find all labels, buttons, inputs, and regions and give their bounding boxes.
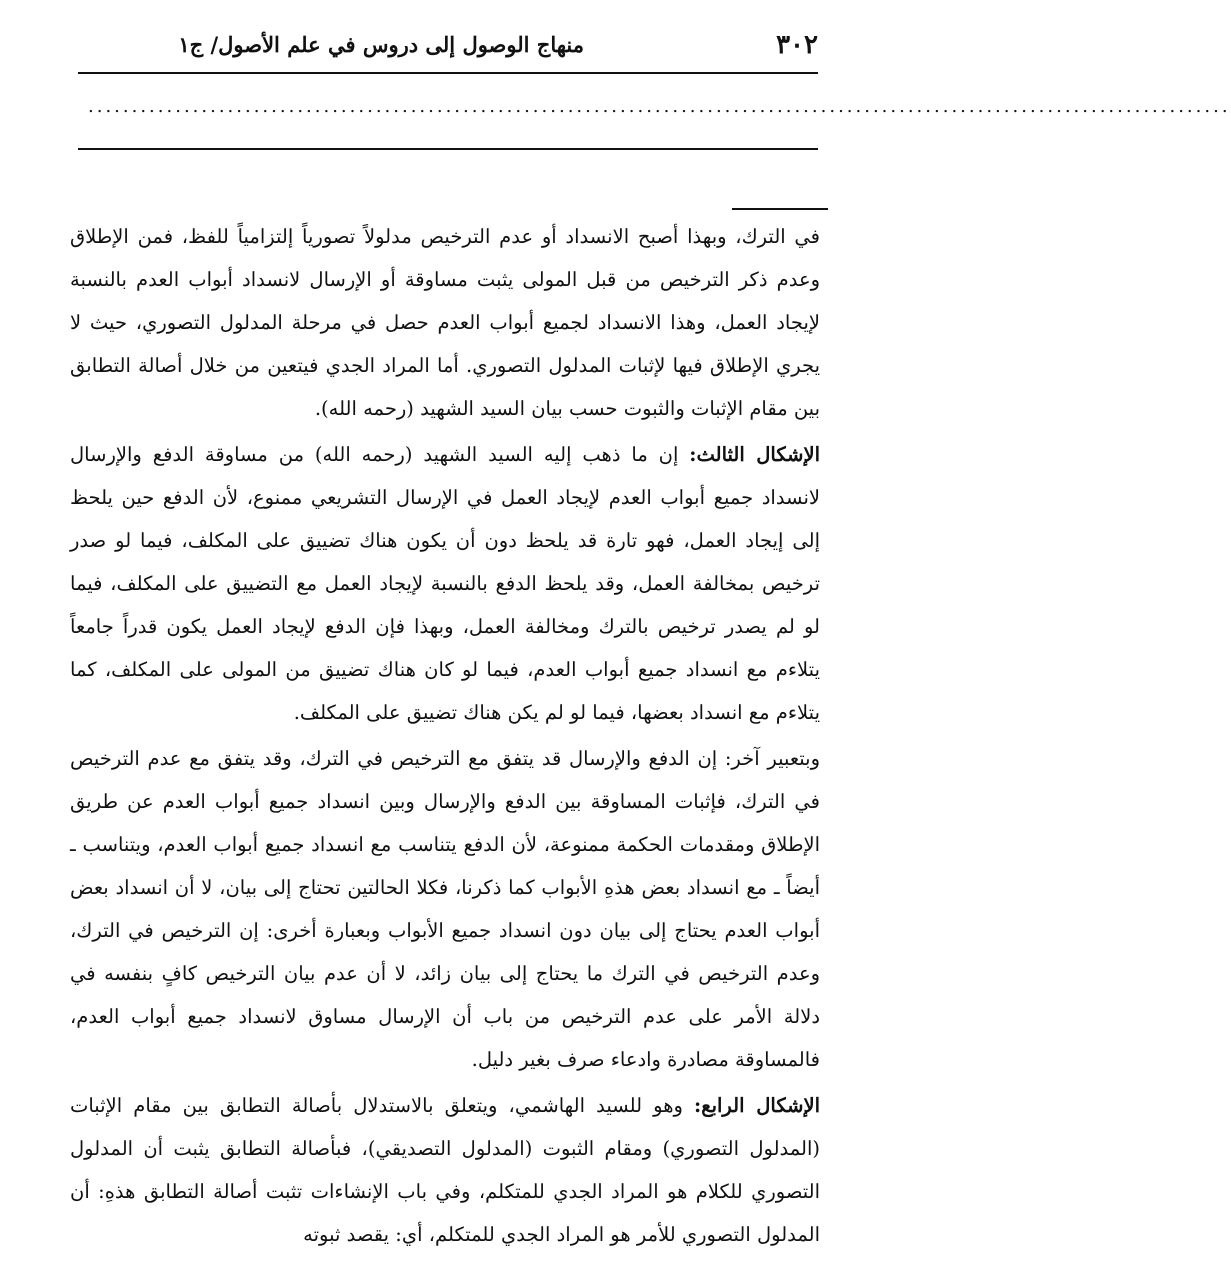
paragraph-text: وهو للسيد الهاشمي، ويتعلق بالاستدلال بأصالة التطابق بين مقام الإثبات (المدلول التصوري) ومقام الثبوت (المدلول التصديقي)، فبأصالة التطابق يثبت أن المدلول التصوري للكلام هو المراد الجدي للمتكلم، وفي باب الإنشاءات تثبت أصالة التطابق هذهِ: أن المدلول التصوري للأمر هو المراد الجدي للمتكلم، أي: يقصد ثبوته (70, 1094, 820, 1246)
page-number: ٣٠٢ (776, 30, 818, 60)
paragraph (70, 1084, 820, 1256)
header-rule (78, 72, 818, 74)
paragraph-text: إن ما ذهب إليه السيد الشهيد (رحمه الله) من مساوقة الدفع والإرسال لانسداد جميع أبواب العدم لإيجاد العمل في الإرسال التشريعي ممنوع، لأن الدفع حين يلحظ إلى إيجاد العمل، فهو تارة قد يلحظ دون أن يكون هناك تضييق على المكلف، فيما لو صدر ترخيص بمخالفة العمل، وقد يلحظ الدفع بالنسبة لإيجاد العمل مع التضييق على المكلف، فيما لو لم يصدر ترخيص بالترك ومخالفة العمل، وبهذا فإن الدفع لإيجاد العمل يكون قدراً جامعاً يتلاءم مع انسداد جميع أبواب العدم، فيما لو كان هناك تضييق من المولى على المكلف، كما يتلاءم مع انسداد بعضها، فيما لو لم يكن هناك تضييق على المكلف. (70, 443, 820, 724)
running-title: منهاج الوصول إلى دروس في علم الأصول/ ج١ (178, 32, 584, 57)
separator-rule (78, 148, 818, 150)
paragraph-text: في الترك، وبهذا أصبح الانسداد أو عدم الترخيص مدلولاً تصورياً إلتزامياً للفظ، فمن الإطلاق وعدم ذكر الترخيص من قبل المولى يثبت مساوقة أو الإرسال لانسداد أبواب العدم بالنسبة لإيجاد العمل، وهذا الانسداد لجميع أبواب العدم حصل في مرحلة المدلول التصوري، حيث لا يجري الإطلاق فيها لإثبات المدلول التصوري. أما المراد الجدي فيتعين من خلال أصالة التطابق بين مقام الإثبات والثبوت حسب بيان السيد الشهيد (رحمه الله). (70, 225, 820, 420)
paragraph-lead: الإشكال الثالث: (689, 443, 820, 466)
body-text (70, 215, 820, 1259)
paragraph-lead: الإشكال الرابع: (694, 1094, 820, 1117)
paragraph (70, 433, 820, 734)
dotted-line: ................................................................................................................................... (88, 96, 1231, 117)
footnote-rule (732, 208, 828, 210)
paragraph (70, 737, 820, 1081)
paragraph (70, 215, 820, 430)
paragraph-text: وبتعبير آخر: إن الدفع والإرسال قد يتفق مع الترخيص في الترك، وقد يتفق مع عدم الترخيص في الترك، فإثبات المساوقة بين الدفع والإرسال وبين انسداد جميع أبواب العدم عن طريق الإطلاق ومقدمات الحكمة ممنوعة، لأن الدفع يتناسب مع انسداد جميع أبواب العدم، ويتناسب ـ أيضاً ـ مع انسداد بعض هذهِ الأبواب كما ذكرنا، فكلا الحالتين تحتاج إلى بيان، لا أن انسداد بعض أبواب العدم يحتاج إلى بيان دون انسداد جميع الأبواب وبعبارة أخرى: إن الترخيص في الترك، وعدم الترخيص في الترك ما يحتاج إلى بيان زائد، لا أن عدم بيان الترخيص كافٍ بنفسه في دلالة الأمر على عدم الترخيص من باب أن الإرسال مساوق لانسداد جميع أبواب العدم، فالمساوقة مصادرة وادعاء صرف بغير دليل. (70, 747, 821, 1071)
page-header (78, 28, 818, 64)
